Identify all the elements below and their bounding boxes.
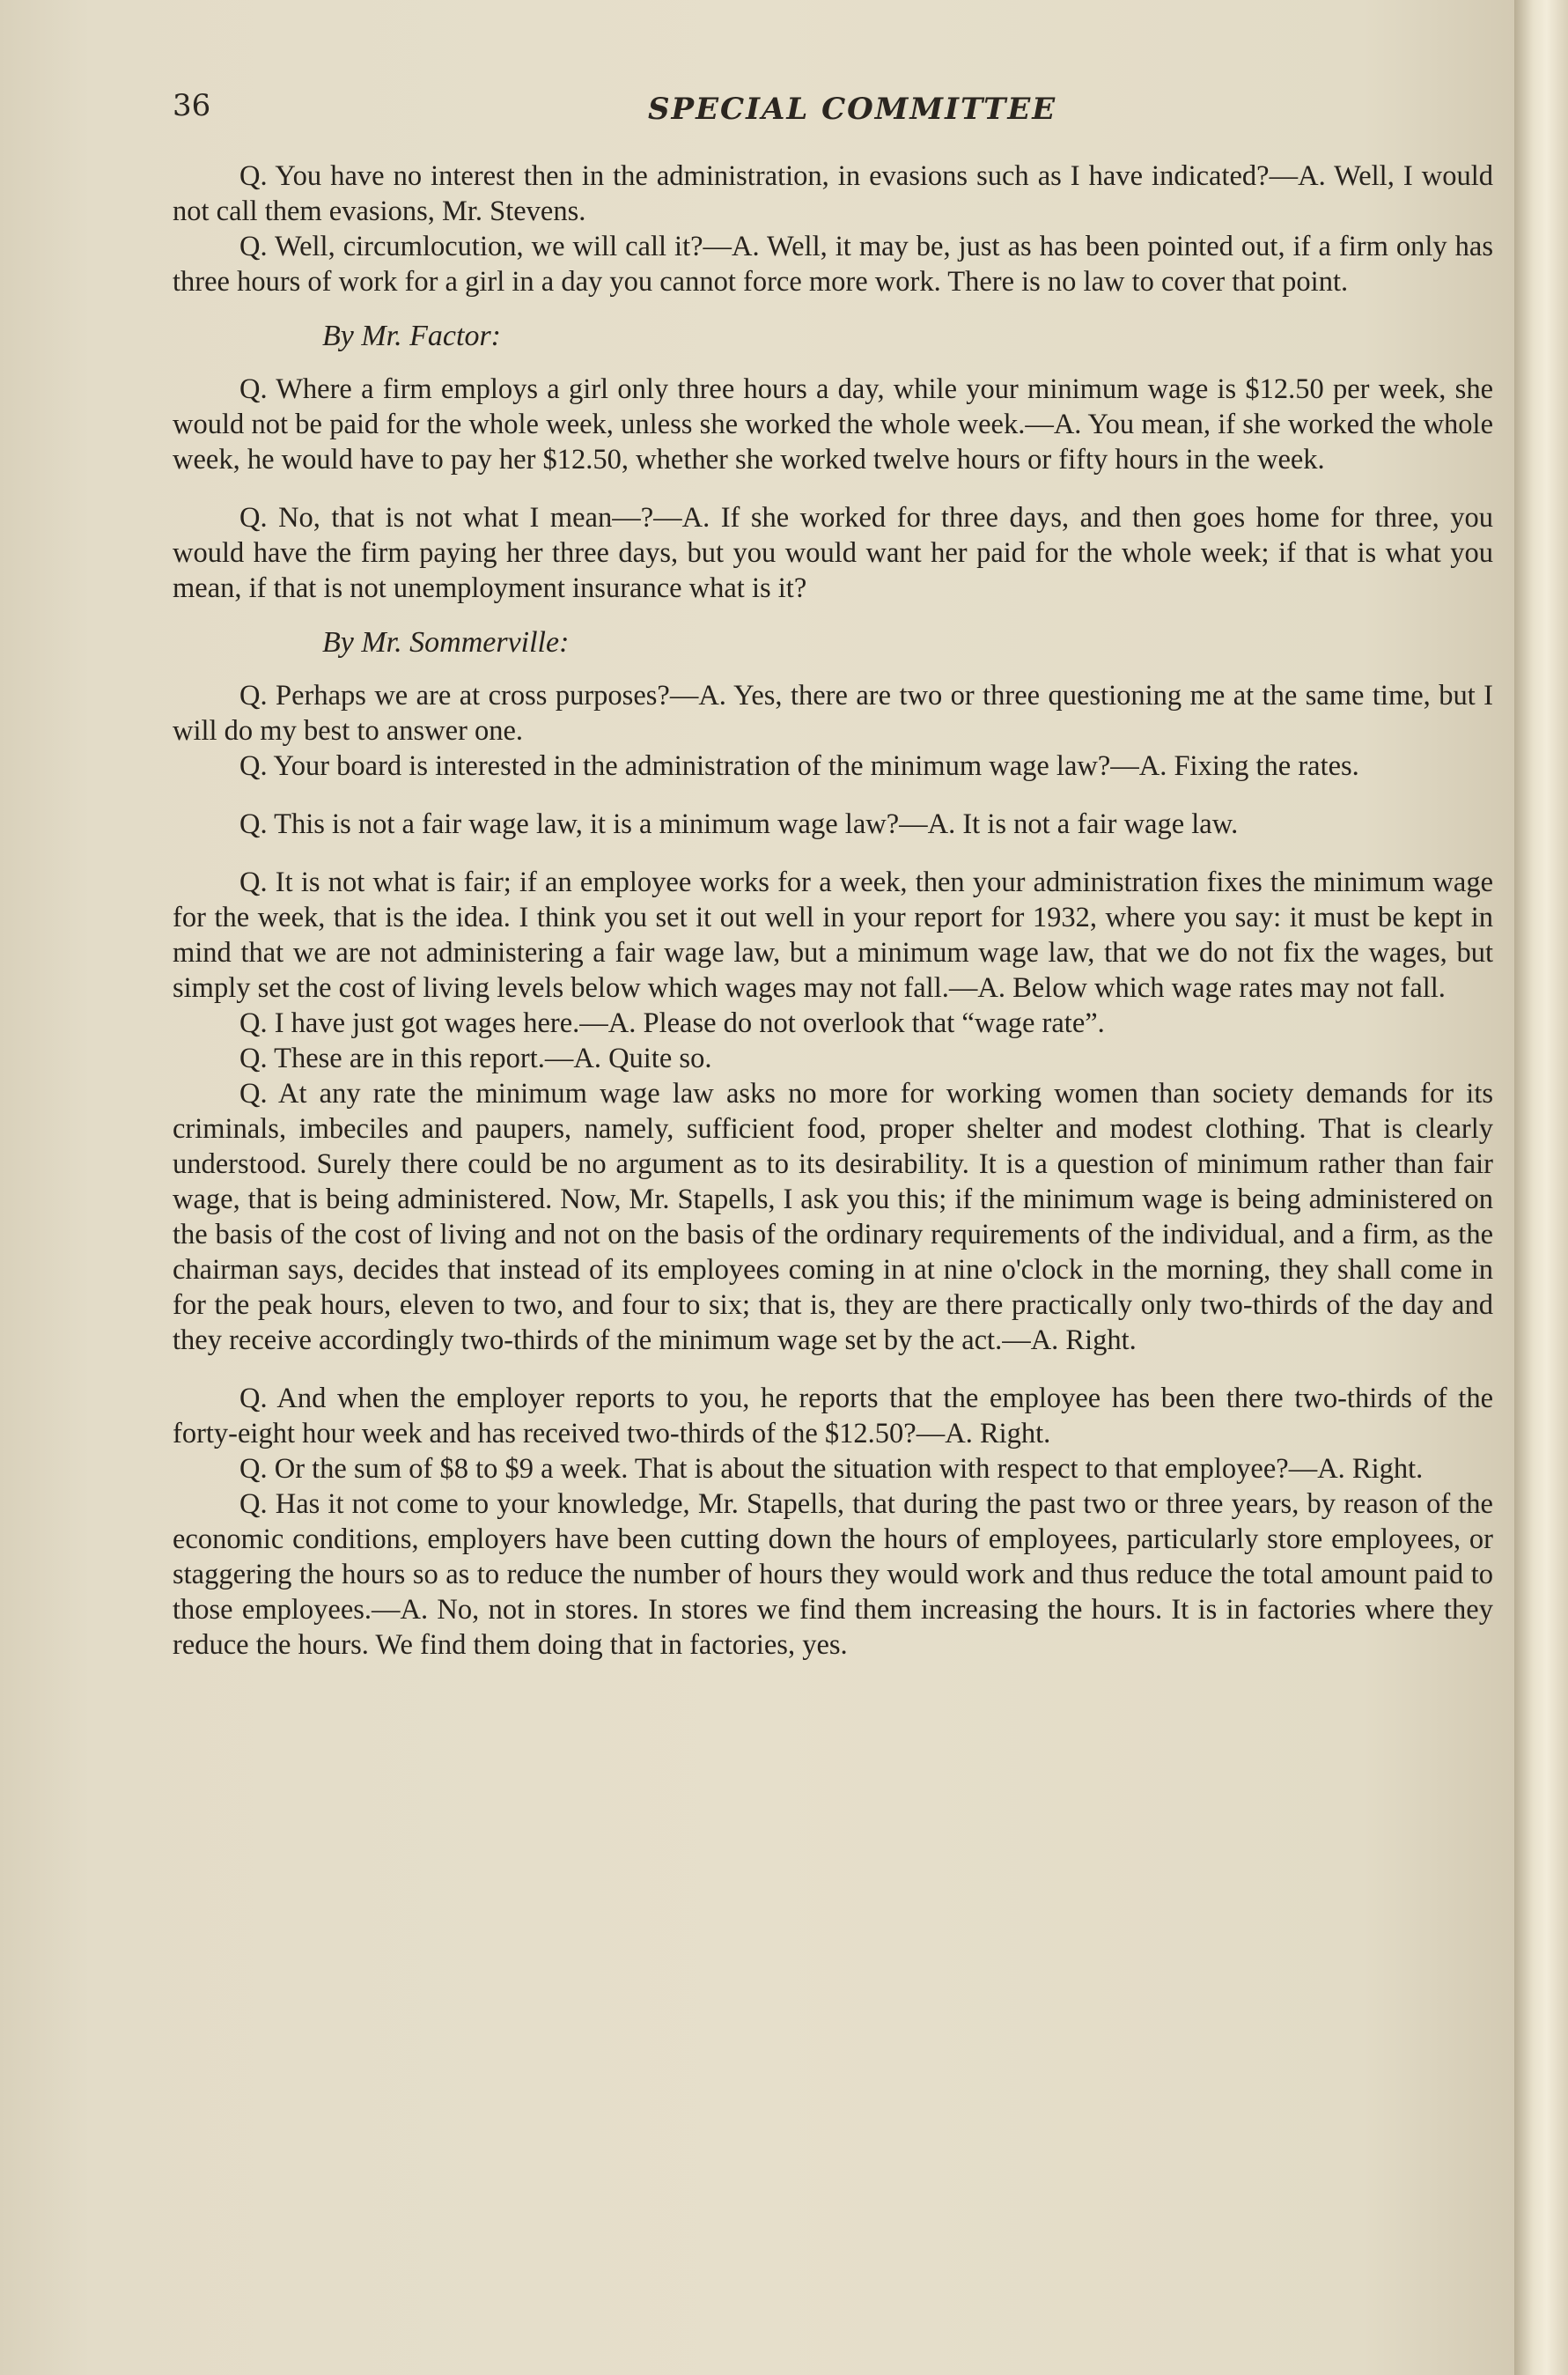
speaker-heading: By Mr. Sommerville: [322, 626, 570, 659]
transcript-paragraph: Q. And when the employer reports to you, he reports that the employee has been there two-thirds of the forty-eight hour week and has received two-thirds of the $12.50?—A. Right. [173, 1383, 1493, 1449]
transcript-paragraph: Q. No, that is not what I mean—?—A. If she worked for three days, and then goes home for three, you would have the firm paying her three days, but you would want her paid for the whole week; if that is what you mean, if that is not unemployment insurance what is it? [173, 502, 1493, 604]
transcript-paragraph: Q. Has it not come to your knowledge, Mr. Stapells, that during the past two or three years, by reason of the economic conditions, employers have been cutting down the hours of employees, particularly store employees, or staggering the hours so as to reduce the number of hours they would work and thus reduce the total amount paid to those employees.—A. No, not in stores. In stores we find them increasing the hours. It is in factories where they reduce the hours. We find them doing that in factories, yes. [173, 1488, 1493, 1661]
running-head: SPECIAL COMMITTEE [648, 92, 1057, 127]
transcript-paragraph: Q. Perhaps we are at cross purposes?—A. Yes, there are two or three questioning me at the same time, but I will do my best to answer one. [173, 680, 1493, 747]
transcript-paragraph: Q. This is not a fair wage law, it is a minimum wage law?—A. It is not a fair wage law. [239, 808, 1239, 840]
transcript-paragraph: Q. You have no interest then in the administration, in evasions such as I have indicated?—A. Well, I would not call them evasions, Mr. Stevens. [173, 160, 1493, 227]
transcript-paragraph: Q. I have just got wages here.—A. Please do not overlook that “wage rate”. [239, 1007, 1105, 1039]
transcript-paragraph: Q. These are in this report.—A. Quite so. [239, 1043, 712, 1074]
transcript-paragraph: Q. It is not what is fair; if an employee works for a week, then your administration fixes the minimum wage for the week, that is the idea. I think you set it out well in your report for 1932, where you say: it must be kept in mind that we are not administering a fair wage law, but a minimum wage law, that we do not fix the wages, but simply set the cost of living levels below which wages may not fall.—A. Below which wage rates may not fall. [173, 867, 1493, 1004]
transcript-paragraph: Q. Your board is interested in the administration of the minimum wage law?—A. Fixing the rates. [239, 750, 1359, 782]
transcript-paragraph: Q. At any rate the minimum wage law asks no more for working women than society demands for its criminals, imbeciles and paupers, namely, sufficient food, proper shelter and modest clothing. That is clearly understood. Surely there could be no argument as to its desirability. It is a question of minimum rather than fair wage, that is being administered. Now, Mr. Stapells, I ask you this; if the minimum wage is being administered on the basis of the cost of living and not on the basis of the ordinary requirements of the individual, and a firm, as the chairman says, decides that instead of its employees coming in at nine o'clock in the morning, they shall come in for the peak hours, eleven to two, and four to six; that is, they are there practically only two-thirds of the day and they receive accordingly two-thirds of the minimum wage set by the act.—A. Right. [173, 1078, 1493, 1356]
book-binding-edge [1514, 0, 1568, 2375]
speaker-heading: By Mr. Factor: [322, 320, 502, 352]
transcript-paragraph: Q. Or the sum of $8 to $9 a week. That is about the situation with respect to that employee?—A. Right. [239, 1453, 1424, 1485]
transcript-paragraph: Q. Where a firm employs a girl only three hours a day, while your minimum wage is $12.50 per week, she would not be paid for the whole week, unless she worked the whole week.—A. You mean, if she worked the whole week, he would have to pay her $12.50, whether she worked twelve hours or fifty hours in the week. [173, 373, 1493, 476]
transcript-paragraph: Q. Well, circumlocution, we will call it?—A. Well, it may be, just as has been pointed out, if a firm only has three hours of work for a girl in a day you cannot force more work. There is no law to cover that point. [173, 231, 1493, 298]
page-number: 36 [173, 88, 211, 123]
body-text [173, 159, 1493, 1663]
page-header [173, 88, 1493, 141]
